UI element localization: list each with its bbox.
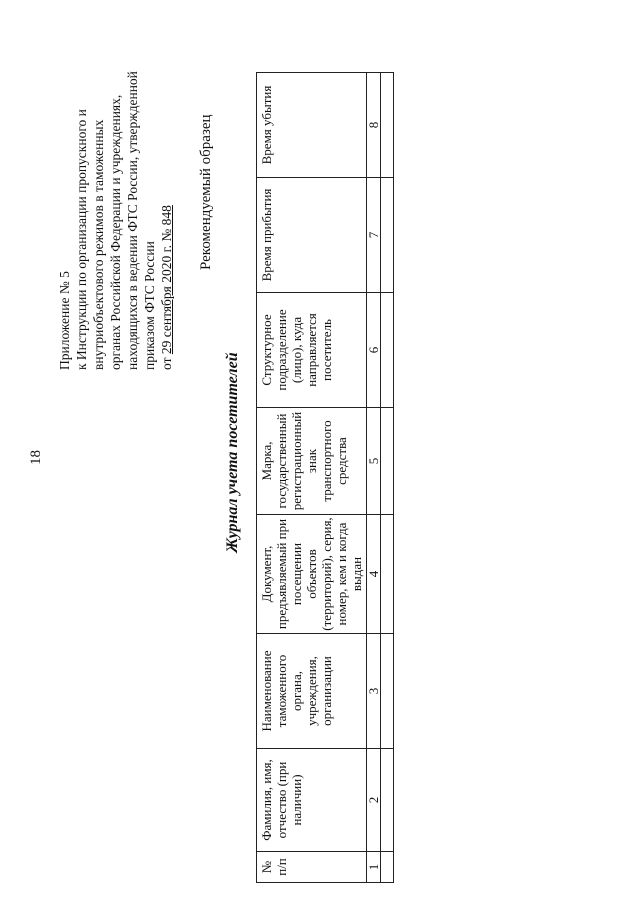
sample-label: Рекомендуемый образец [198, 114, 214, 270]
journal-title: Журнал учета посетителей [224, 352, 241, 553]
header-date-prefix: от [159, 354, 174, 370]
empty-cell [381, 749, 394, 852]
table-empty-row [381, 73, 394, 883]
header-cell-full-name: Фамилия, имя, отчество (при наличии) [257, 749, 367, 852]
numbering-cell: 4 [367, 515, 381, 634]
appendix-header [56, 10, 175, 370]
header-cell-departure-time: Время убытия [257, 73, 367, 178]
empty-cell [381, 852, 394, 883]
visitor-journal-table [256, 72, 394, 883]
empty-cell [381, 73, 394, 178]
empty-cell [381, 293, 394, 408]
table-numbering-row [367, 73, 381, 883]
numbering-cell: 6 [367, 293, 381, 408]
header-cell-document: Документ, предъявляемый при посещении объектов (территорий), серия, номер, кем и когда выдан [257, 515, 367, 634]
header-cell-vehicle: Марка, государственный регистрационный знак транспортного средства [257, 408, 367, 515]
empty-cell [381, 178, 394, 293]
header-line-organs: органах Российской Федерации и учреждениях, [108, 94, 123, 370]
header-line-order: приказом ФТС России [142, 241, 157, 370]
order-date-link[interactable]: 29 сентября 2020 г. № 848 [159, 205, 174, 355]
header-line-instruction: к Инструкции по организации пропускного и [74, 109, 89, 370]
empty-cell [381, 634, 394, 749]
numbering-cell: 3 [367, 634, 381, 749]
header-cell-organization: Наименование таможенного органа, учреждения, организации [257, 634, 367, 749]
header-cell-arrival-time: Время прибытия [257, 178, 367, 293]
page-number: 18 [28, 450, 44, 465]
header-line-date [158, 10, 175, 370]
header-cell-department: Структурное подразделение (лицо), куда направляется посетитель [257, 293, 367, 408]
header-cell-number: № п/п [257, 852, 367, 883]
numbering-cell: 8 [367, 73, 381, 178]
header-line-appendix: Приложение № 5 [57, 271, 72, 370]
empty-cell [381, 515, 394, 634]
numbering-cell: 1 [367, 852, 381, 883]
empty-cell [381, 408, 394, 515]
numbering-cell: 2 [367, 749, 381, 852]
header-line-regimes: внутриобъектового режимов в таможенных [91, 119, 106, 370]
table-header-row [257, 73, 367, 883]
numbering-cell: 7 [367, 178, 381, 293]
header-line-ministry: находящихся в ведении ФТС России, утвержденной [125, 71, 140, 370]
numbering-cell: 5 [367, 408, 381, 515]
